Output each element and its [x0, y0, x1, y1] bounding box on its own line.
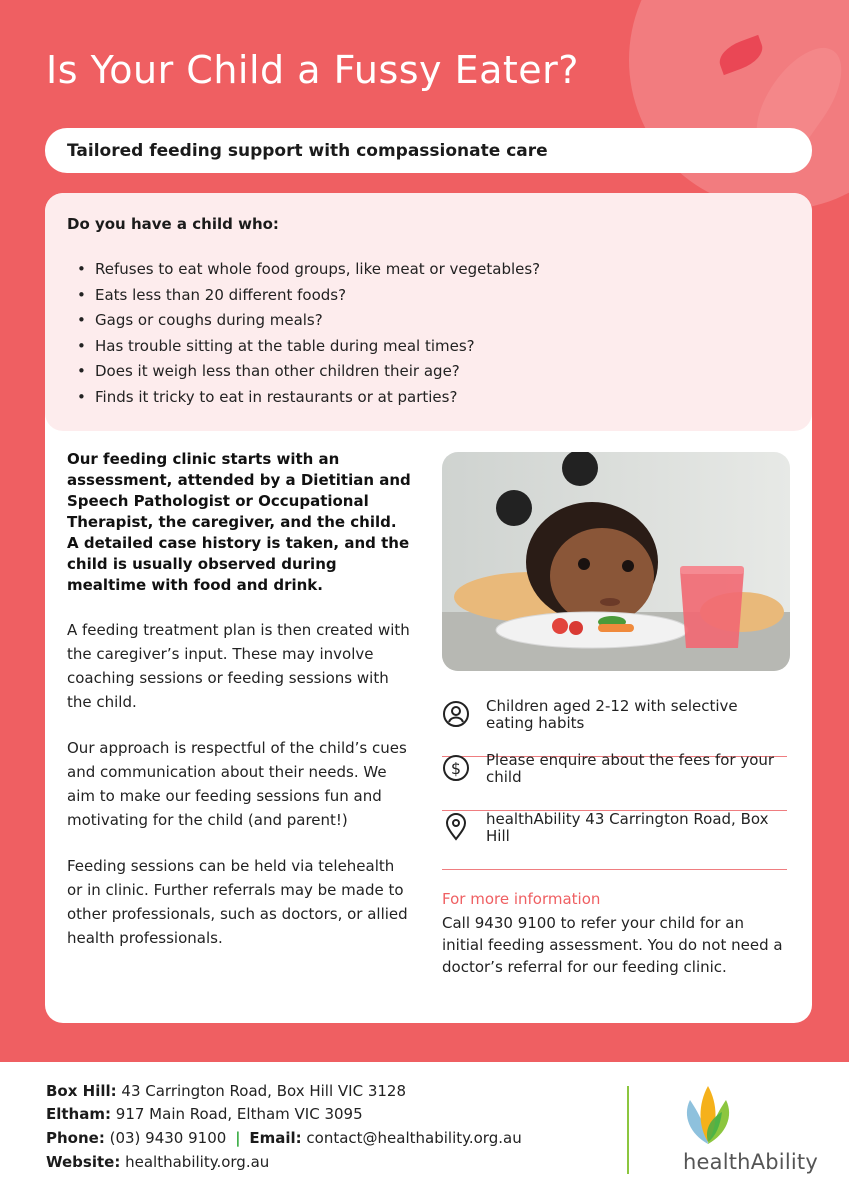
email-label: Email:: [249, 1129, 302, 1147]
eltham-address: 917 Main Road, Eltham VIC 3095: [115, 1105, 363, 1123]
sessions-paragraph: Feeding sessions can be held via telehealth or in clinic. Further referrals may be made to other professionals, such as doctors, or allied health professionals.: [67, 857, 408, 947]
separator: |: [235, 1129, 241, 1147]
description-column: [67, 449, 412, 972]
logo-text-ability: Ability: [750, 1150, 818, 1174]
page-title: Is Your Child a Fussy Eater?: [46, 48, 579, 92]
intro-paragraph: Our feeding clinic starts with an assessment, attended by a Dietitian and Speech Pathologist or Occupational Therapist, the caregiver, and the child. A detailed case history is taken, and the child is usually observed during mealtime with food and drink.: [67, 450, 411, 594]
list-item: • Finds it tricky to eat in restaurants or at parties?: [67, 385, 540, 411]
healthability-logo-icon: [668, 1082, 748, 1148]
list-item: • Does it weigh less than other children their age?: [67, 359, 540, 385]
subtitle-banner: Tailored feeding support with compassionate care: [45, 128, 812, 173]
child-at-table-photo: [442, 452, 790, 671]
list-item: • Gags or coughs during meals?: [67, 308, 540, 334]
treatment-paragraph: A feeding treatment plan is then created with the caregiver’s input. These may involve coaching sessions or feeding sessions with the child.: [67, 621, 410, 711]
feature-age: [442, 698, 787, 757]
more-info-heading: For more information: [442, 890, 601, 908]
list-item: • Refuses to eat whole food groups, like meat or vegetables?: [67, 257, 540, 283]
feature-text: Please enquire about the fees for your child: [486, 751, 775, 786]
website-label: Website:: [46, 1153, 121, 1171]
list-item: • Eats less than 20 different foods?: [67, 283, 540, 309]
boxhill-address: 43 Carrington Road, Box Hill VIC 3128: [121, 1082, 407, 1100]
questions-heading: Do you have a child who:: [67, 215, 279, 233]
approach-paragraph: Our approach is respectful of the child’s cues and communication about their needs. We aim to make our feeding sessions fun and motivating for the child (and parent!): [67, 739, 407, 829]
phone-label: Phone:: [46, 1129, 105, 1147]
content-card: [45, 193, 812, 1023]
feature-location: [442, 811, 787, 870]
questions-list: [67, 257, 540, 411]
boxhill-label: Box Hill:: [46, 1082, 117, 1100]
footer-website: [46, 1153, 269, 1171]
eltham-label: Eltham:: [46, 1105, 111, 1123]
footer-boxhill: [46, 1082, 406, 1100]
healthability-logo-text: [683, 1150, 818, 1174]
footer-contact: [46, 1129, 522, 1147]
footer: [0, 1062, 849, 1200]
feature-text: Children aged 2-12 with selective eating habits: [486, 697, 738, 732]
questions-box: [45, 193, 812, 431]
footer-eltham: [46, 1105, 363, 1123]
phone-value[interactable]: (03) 9430 9100: [109, 1129, 227, 1147]
dollar-icon: [442, 754, 470, 782]
feature-text: healthAbility 43 Carrington Road, Box Hill: [486, 810, 769, 845]
email-value[interactable]: contact@healthability.org.au: [306, 1129, 522, 1147]
logo-text-health: health: [683, 1150, 751, 1174]
list-item: • Has trouble sitting at the table during meal times?: [67, 334, 540, 360]
footer-divider: [627, 1086, 629, 1174]
more-info-text: Call 9430 9100 to refer your child for an initial feeding assessment. You do not need a doctor’s referral for our feeding clinic.: [442, 914, 783, 976]
svg-text:$: $: [450, 759, 462, 778]
feature-fees: [442, 752, 787, 811]
location-pin-icon: [442, 813, 470, 841]
person-icon: [442, 700, 470, 728]
website-value[interactable]: healthability.org.au: [125, 1153, 270, 1171]
